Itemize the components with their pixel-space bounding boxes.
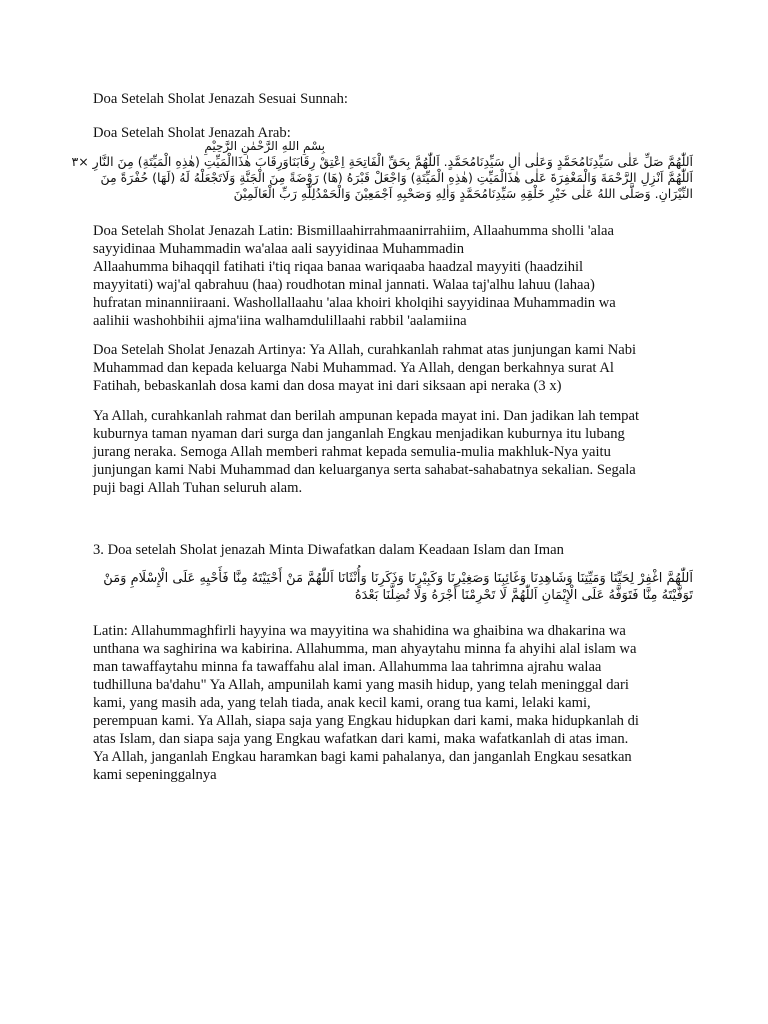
arabic-prayer-1 — [71, 154, 693, 202]
text-line: Muhammad dan kepada keluarga Nabi Muhammad. Ya Allah, dengan berkahnya surat Al — [93, 360, 614, 376]
text-line: kami sepeninggalnya — [93, 767, 217, 783]
doc-heading: Doa Setelah Sholat Jenazah Sesuai Sunnah: — [93, 91, 348, 107]
text-line: atas Islam, dan siapa saja yang Engkau wafatkan dari kami, maka wafatkanlah di atas iman. — [93, 731, 629, 747]
text-line: kami, yang masih ada, yang telah tiada, anak kecil kami, orang tua kami, lelaki kami, — [93, 695, 591, 711]
text-line: perempuan kami. Ya Allah, siapa saja yang Engkau hidupkan dari kami, maka hidupkanlah di — [93, 713, 639, 729]
latin-transliteration-3 — [93, 622, 693, 784]
arabic-line: اَللّٰهُمَّ اَنْزِلِ الرَّحْمَةَ وَالْمَغْفِرَةَ عَلٰى هٰذَالْمَيِّتِ (هٰذِهِ الْمَيِّتَةِ) وَاجْعَلْ قَبْرَهُ (هَا) رَوْضَةً مِنَ الْجَنَّةِ وَلَاتَجْعَلْهُ لَهُ (لَهَا) حُفْرَةً مِنَ — [100, 170, 693, 185]
text-line: mayyitati) waj'al qabrahuu (haa) roudhotan minal jannati. Walaa taj'alhu lahuu (lahaa) — [93, 277, 595, 293]
section-3-heading: 3. Doa setelah Sholat jenazah Minta Diwafatkan dalam Keadaan Islam dan Iman — [93, 542, 564, 558]
latin-transliteration-1 — [93, 222, 693, 330]
arabic-section-heading: Doa Setelah Sholat Jenazah Arab: — [93, 125, 291, 141]
bismillah-line: بِسْمِ اللهِ الرَّحْمٰنِ الرَّحِيْمِ — [204, 139, 325, 153]
text-line: Ya Allah, janganlah Engkau haramkan bagi kami pahalanya, dan janganlah Engkau sesatkan — [93, 749, 632, 765]
arabic-line: اَللّٰهُمَّ اغْفِرْ لِحَيِّنَا وَمَيِّتِنَا وَشَاهِدِنَا وَغَائِبِنَا وَصَغِيْرِنَا وَكَبِيْرِنَا وَذَكَرِنَا وَأُنْثَانَا اَللّٰهُمَّ مَنْ أَحْيَيْتَهُ مِنَّا فَأَحْيِهِ عَلَى الْإِسْلَامِ وَمَنْ — [103, 571, 693, 586]
text-line: Doa Setelah Sholat Jenazah Artinya: Ya Allah, curahkanlah rahmat atas junjungan kami Nabi — [93, 342, 637, 358]
text-line: jurang neraka. Semoga Allah memberi rahmat kepada semulia-mulia makhluk-Nya yaitu — [93, 444, 611, 460]
text-line: unthana wa saghirina wa kabirina. Allahumma, man ahyaytahu minna fa ahyihi alal islam wa — [93, 641, 637, 657]
translation-paragraph — [93, 341, 693, 395]
text-line: tudhilluna ba'dahu" Ya Allah, ampunilah kami yang masih hidup, yang telah meninggal dari — [93, 677, 629, 693]
text-line: man tawaffaytahu minna fa tawaffahu alal iman. Allahumma laa tahrimna ajrahu walaa — [93, 659, 602, 675]
arabic-line: تَوَفَّيْتَهُ مِنَّا فَتَوَفَّهُ عَلَى الْإِيْمَانِ اَللّٰهُمَّ لَا تَحْرِمْنَا أَجْرَهُ وَلَا تُضِلَّنَا بَعْدَهُ — [354, 588, 693, 603]
text-line: aalihii washohbihii ajma'iina walhamdulillaahi rabbil 'aalamiina — [93, 313, 467, 329]
text-line: hufratan minanniiraani. Washollallaahu 'alaa khoiri kholqihi sayyidinaa Muhammadin wa — [93, 295, 616, 311]
bismillah-text — [93, 139, 693, 153]
text-line: Latin: Allahummaghfirli hayyina wa mayyitina wa shahidina wa ghaibina wa dhakarina wa — [93, 623, 626, 639]
text-line: Doa Setelah Sholat Jenazah Latin: Bismillaahirrahmaanirrahiim, Allaahumma sholli 'alaa — [93, 223, 614, 239]
text-line: kuburnya taman nyaman dari surga dan janganlah Engkau menjadikan kuburnya itu lubang — [93, 426, 625, 442]
text-line: sayyidinaa Muhammadin wa'alaa aali sayyidinaa Muhammadin — [93, 241, 465, 257]
translation-paragraph-2 — [93, 407, 693, 497]
text-line: junjungan kami Nabi Muhammad dan keluarganya serta sahabat-sahabatnya sekalian. Segala — [93, 462, 636, 478]
arabic-line: اَللّٰهُمَّ صَلِّ عَلٰى سَيِّدِنَامُحَمَّدٍ وَعَلٰى اٰلِ سَيِّدِنَامُحَمَّدٍ. اَللّٰهُمَّ بِحَقِّ الْفَاتِحَةِ اِعْتِقْ رِقَابَنَاوَرِقَابَ هٰذَاالْمَيِّتِ (هٰذِهِ الْمَيِّتَةِ) مِنَ النَّارِ ×٣ — [71, 154, 693, 169]
text-line: puji bagi Allah Tuhan seluruh alam. — [93, 480, 303, 496]
arabic-prayer-2 — [93, 570, 693, 604]
text-line: Allaahumma bihaqqil fatihati i'tiq riqaa banaa wariqaaba haadzal mayyiti (haadzihil — [93, 259, 584, 275]
arabic-line: النِّيْرَانِ. وَصَلَّى اللهُ عَلٰى خَيْرِ خَلْقِهِ سَيِّدِنَامُحَمَّدٍ وَاٰلِهِ وَصَحْبِهِ اَجْمَعِيْنَ وَالْحَمْدُلِلّٰهِ رَبِّ الْعَالَمِيْنَ — [233, 186, 693, 201]
text-line: Fatihah, bebaskanlah dosa kami dan dosa mayat ini dari siksaan api neraka (3 x) — [93, 378, 562, 394]
text-line: Ya Allah, curahkanlah rahmat dan berilah ampunan kepada mayat ini. Dan jadikan lah tempat — [93, 408, 640, 424]
